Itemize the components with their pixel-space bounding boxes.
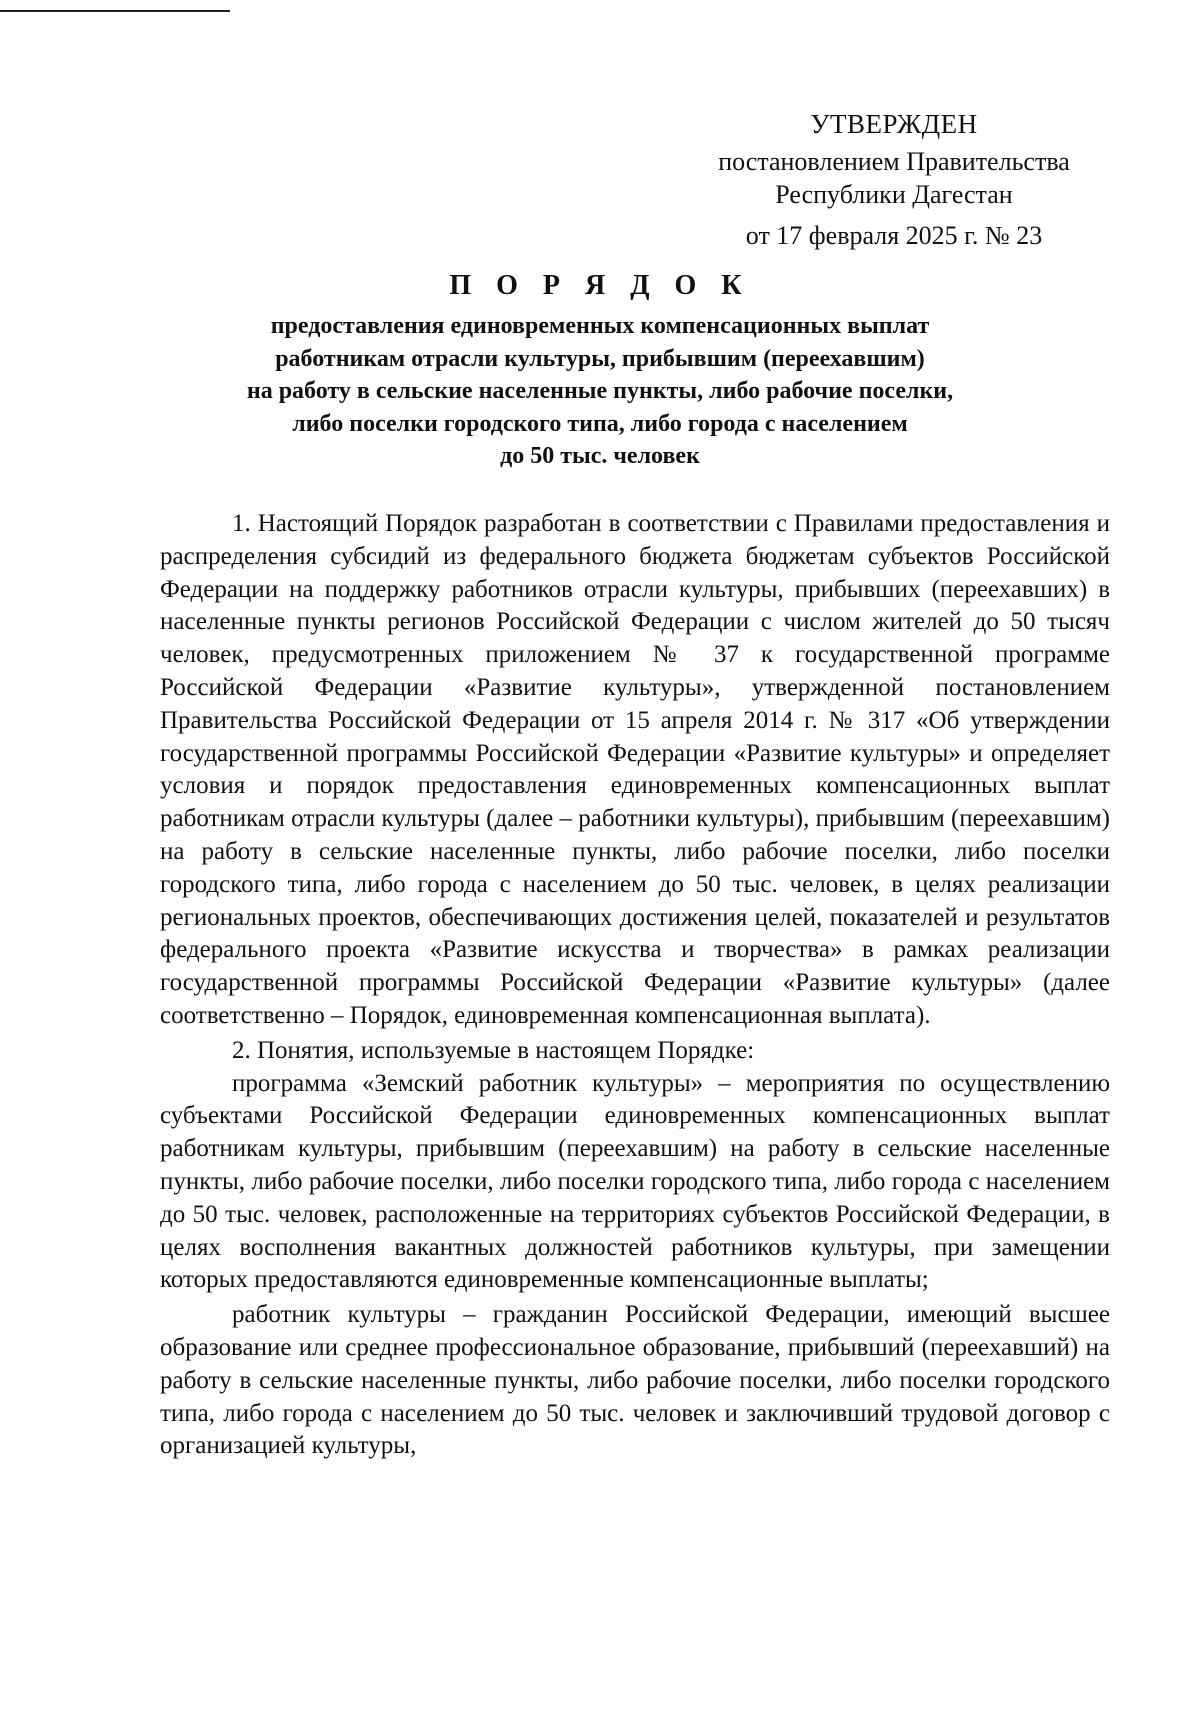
document-title: П О Р Я Д О К [449, 270, 751, 301]
top-border-line [0, 10, 230, 12]
paragraph-2: 2. Понятия, используемые в настоящем Порядке: [232, 1036, 755, 1064]
subtitle-line: на работу в сельские населенные пункты, либо рабочие поселки, [246, 378, 954, 404]
approval-title: УТВЕРЖДЕН [810, 109, 978, 139]
approval-line-1: постановлением Правительства [718, 147, 1070, 176]
subtitle-line: до 50 тыс. человек [500, 443, 700, 469]
approval-date: от 17 февраля 2025 г. № 23 [745, 221, 1043, 250]
approval-stamp-block [684, 108, 1104, 252]
document-body [160, 508, 1110, 1463]
approval-line-2: Республики Дагестан [775, 180, 1013, 209]
paragraph-definition-program: программа «Земский работник культуры» – мероприятия по осуществлению субъектами Российской Федерации единовременных компенсационных выплат работникам культуры, прибывшим (переехавшим) на работу в сельские населенные пункты, либо рабочие поселки, либо поселки городского типа, либо города с населением до 50 тыс. человек, расположенные на территориях субъектов Российской Федерации, в целях восполнения вакантных должностей работников культуры, при замещении которых предоставляются единовременные компенсационные выплаты; [160, 1069, 1110, 1294]
subtitle-line: предоставления единовременных компенсационных выплат [270, 313, 930, 339]
paragraph-1: 1. Настоящий Порядок разработан в соответствии с Правилами предоставления и распределения субсидий из федерального бюджета бюджетам субъектов Российской Федерации на поддержку работников отрасли культуры, прибывших (переехавших) в населенные пункты регионов Российской Федерации с числом жителей до 50 тысяч человек, предусмотренных приложением № 37 к государственной программе Российской Федерации «Развитие культуры», утвержденной постановлением Правительства Российской Федерации от 15 апреля 2014 г. № 317 «Об утверждении государственной программы Российской Федерации «Развитие культуры» и определяет условия и порядок предоставления единовременных компенсационных выплат работникам отрасли культуры (далее – работники культуры), прибывшим (переехавшим) на работу в сельские населенные пункты, либо рабочие поселки, либо поселки городского типа, либо города с населением до 50 тыс. человек, в целях реализации региональных проектов, обеспечивающих достижения целей, показателей и результатов федерального проекта «Развитие искусства и творчества» в рамках реализации государственной программы Российской Федерации «Развитие культуры» (далее соответственно – Порядок, единовременная компенсационная выплата). [160, 510, 1110, 1029]
subtitle-line: работникам отрасли культуры, прибывшим (переехавшим) [275, 345, 925, 372]
subtitle-line: либо поселки городского типа, либо города с населением [292, 410, 908, 437]
paragraph-definition-worker: работник культуры – гражданин Российской Федерации, имеющий высшее образование или среднее профессиональное образование, прибывший (переехавший) на работу в сельские населенные пункты, либо рабочие поселки, либо поселки городского типа, либо города с населением до 50 тыс. человек и заключивший трудовой договор с организацией культуры, [160, 1301, 1110, 1460]
document-subtitle [160, 310, 1040, 473]
